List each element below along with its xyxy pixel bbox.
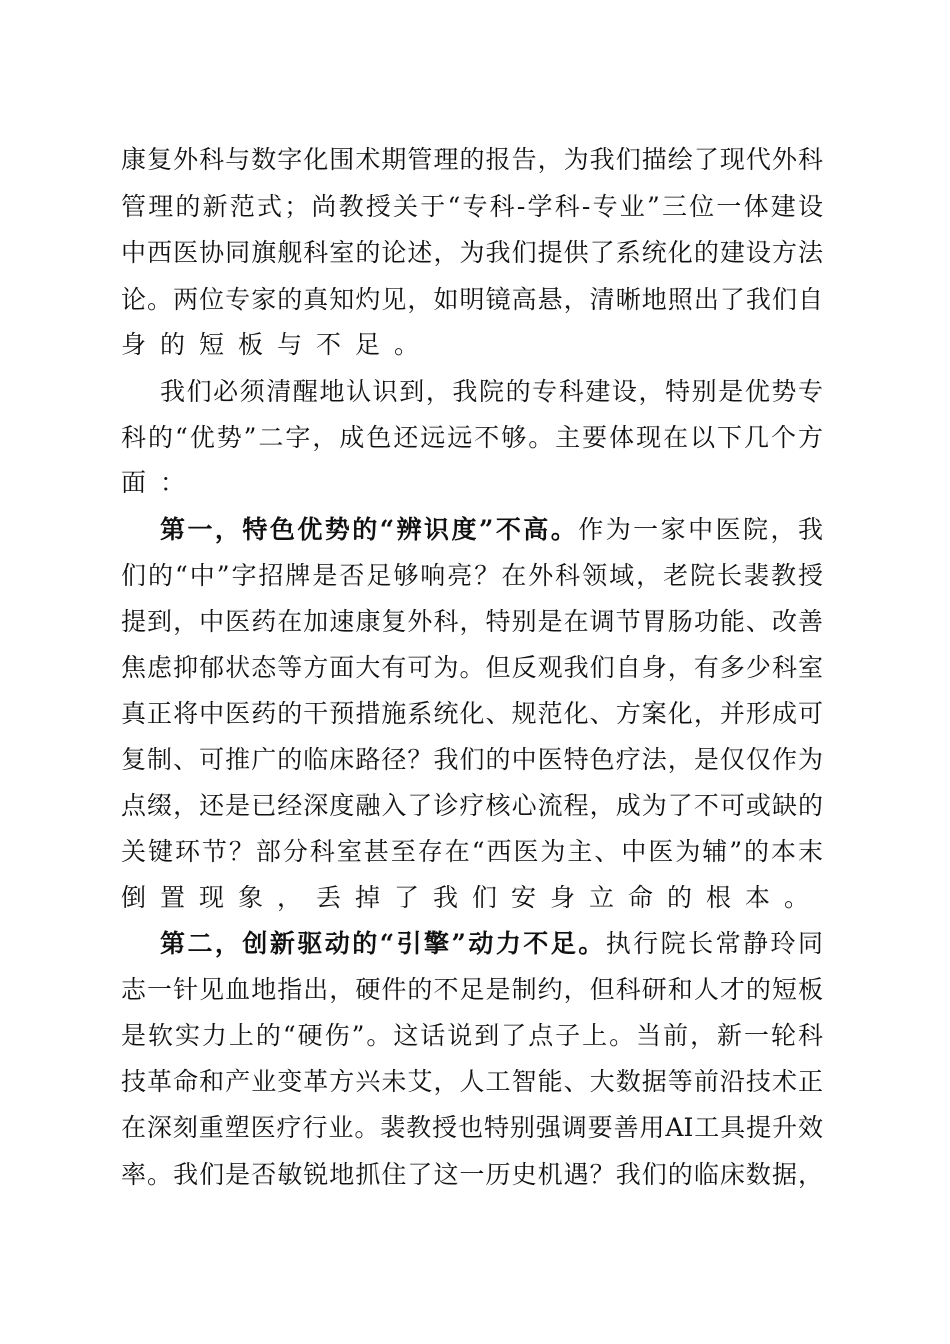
text-line: 真正将中医药的干预措施系统化、规范化、方案化，并形成可 [121, 699, 823, 728]
text-line: 康复外科与数字化围术期管理的报告，为我们描绘了现代外科 [121, 145, 823, 174]
heading-line-first [160, 515, 823, 545]
text-line: 科的“优势”二字，成色还远远不够。主要体现在以下几个方 [121, 423, 823, 452]
heading-line-second [160, 929, 823, 959]
text-line: 关键环节？部分科室甚至存在“西医为主、中医为辅”的本末 [121, 837, 823, 866]
text-span: ，我 [770, 515, 823, 544]
text-line: 论。两位专家的真知灼见，如明镜高悬，清晰地照出了我们自 [121, 285, 823, 314]
text-line: 在深刻重塑医疗行业。裴教授也特别强调要善用AI工具提升效 [121, 1113, 823, 1142]
text-line: 管理的新范式；尚教授关于“专科-学科-专业”三位一体建设 [121, 192, 823, 221]
text-line: 焦虑抑郁状态等方面大有可为。但反观我们自身，有多少科室 [121, 653, 823, 682]
text-line: 复制、可推广的临床路径？我们的中医特色疗法，是仅仅作为 [121, 745, 823, 774]
heading-first: 第一，特色优势的“辨识度”不高。 [160, 515, 579, 544]
text-line: 提到，中医药在加速康复外科，特别是在调节胃肠功能、改善 [121, 607, 823, 636]
text-line: 我们必须清醒地认识到，我院的专科建设，特别是优势专 [160, 377, 823, 406]
text-span: 执行院长常静玲同 [605, 929, 823, 958]
text-line: 技革命和产业变革方兴未艾，人工智能、大数据等前沿技术正 [121, 1067, 823, 1096]
text-line: 点缀，还是已经深度融入了诊疗核心流程，成为了不可或缺的 [121, 791, 823, 820]
text-line: 志一针见血地指出，硬件的不足是制约，但科研和人才的短板 [121, 975, 823, 1004]
heading-second: 第二，创新驱动的“引擎”动力不足。 [160, 929, 606, 958]
text-line: 身的短板与不足。 [121, 330, 434, 359]
text-line: 是软实力上的“硬伤”。这话说到了点子上。当前，新一轮科 [121, 1021, 823, 1050]
text-span: 作为一家中医院 [578, 515, 771, 544]
text-line: 倒置现象，丢掉了我们安身立命的根本。 [121, 883, 824, 912]
text-line: 们的“中”字招牌是否足够响亮？在外科领域，老院长裴教授 [121, 561, 823, 590]
text-line: 中西医协同旗舰科室的论述，为我们提供了系统化的建设方法 [121, 238, 823, 267]
text-line: 面： [121, 468, 200, 497]
text-line: 率。我们是否敏锐地抓住了这一历史机遇？我们的临床数据， [121, 1160, 823, 1189]
